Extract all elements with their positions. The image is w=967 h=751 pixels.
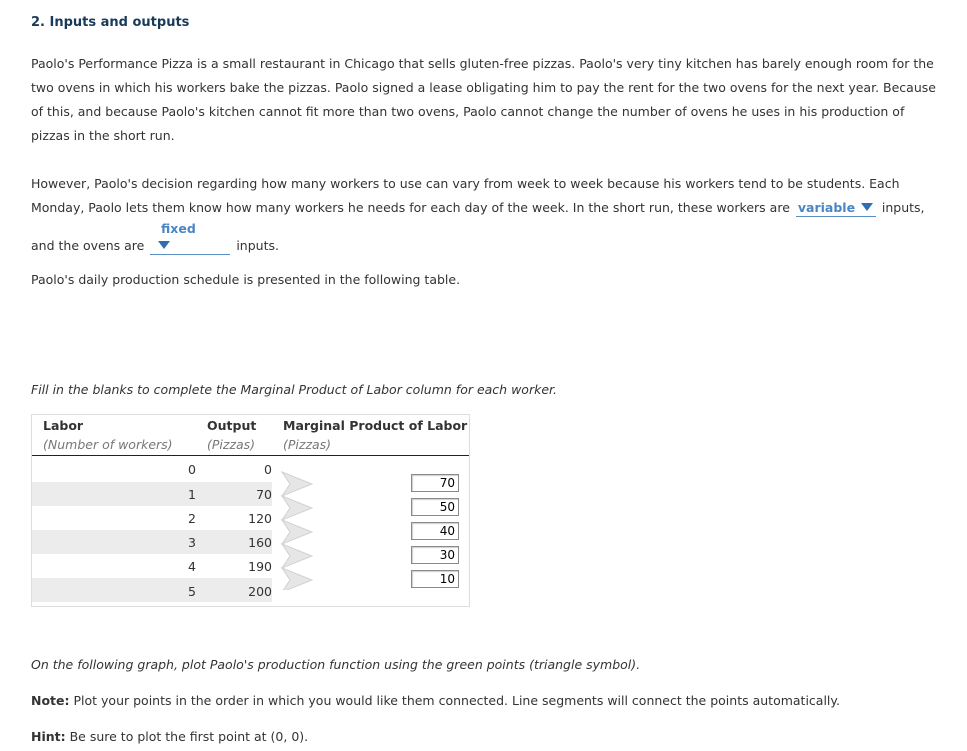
- labor-cell: 0: [188, 462, 196, 477]
- section-heading: 2. Inputs and outputs: [31, 15, 190, 30]
- graph-instruction: On the following graph, plot Paolo's production function using the green points (triangle symbol).: [31, 657, 641, 672]
- dropdown-arrow-icon: [158, 241, 170, 249]
- production-table: [31, 414, 470, 607]
- inputs-text-after: inputs.: [236, 238, 279, 253]
- variable-fixed-dropdown-workers[interactable]: [796, 199, 876, 217]
- col-header-labor: Labor: [43, 418, 84, 433]
- dropdown-value: fixed: [161, 221, 196, 236]
- chevron-right-icon: [282, 520, 312, 544]
- inputs-text-before: However, Paolo's decision regarding how many workers to use can vary from week to week because his workers tend to be students. Each Monday, Paolo lets them know how many workers he needs for each day of the week. In the short run, these workers are: [31, 176, 900, 215]
- table-row: [32, 458, 272, 482]
- dropdown-arrow-icon: [861, 203, 873, 211]
- col-subheader-output: (Pizzas): [207, 437, 256, 452]
- mpl-input-worker-2[interactable]: [411, 498, 459, 516]
- output-cell: 160: [248, 535, 272, 550]
- chevron-right-icon: [282, 496, 312, 520]
- note-label: Note:: [31, 693, 70, 708]
- labor-cell: 2: [188, 511, 196, 526]
- labor-cell: 5: [188, 584, 196, 599]
- mpl-input-worker-1[interactable]: [411, 474, 459, 492]
- output-cell: 70: [256, 487, 272, 502]
- output-cell: 190: [248, 559, 272, 574]
- note-text: Plot your points in the order in which you would like them connected. Line segments will connect the points automatically.: [73, 693, 840, 708]
- header-divider: [32, 455, 469, 456]
- schedule-paragraph: Paolo's daily production schedule is presented in the following table.: [31, 272, 461, 287]
- output-cell: 200: [248, 584, 272, 599]
- col-header-mpl: Marginal Product of Labor: [283, 418, 468, 433]
- variable-fixed-dropdown-ovens[interactable]: [150, 220, 230, 255]
- inputs-paragraph: [31, 172, 946, 258]
- table-instruction: Fill in the blanks to complete the Marginal Product of Labor column for each worker.: [31, 382, 557, 397]
- hint-text: Be sure to plot the first point at (0, 0).: [69, 729, 309, 744]
- labor-cell: 1: [188, 487, 196, 502]
- col-subheader-labor: (Number of workers): [43, 437, 173, 452]
- output-cell: 120: [248, 511, 272, 526]
- intro-paragraph: Paolo's Performance Pizza is a small restaurant in Chicago that sells gluten-free pizzas. Paolo's very tiny kitchen has barely enough room for the two ovens in which his workers bake the pizzas. Paolo signed a lease obligating him to pay the rent for the two ovens for the next year. Because of this, and because Paolo's kitchen cannot fit more than two ovens, Paolo cannot change the number of ovens he uses in his production of pizzas in the short run.: [31, 56, 936, 143]
- labor-cell: 3: [188, 535, 196, 550]
- chevron-right-icon: [282, 544, 312, 568]
- chevron-right-icon: [282, 472, 312, 496]
- labor-cell: 4: [188, 559, 196, 574]
- table-row: [32, 506, 272, 530]
- mpl-input-worker-5[interactable]: [411, 570, 459, 588]
- dropdown-value: variable: [797, 200, 856, 215]
- note: [31, 693, 840, 708]
- mpl-input-worker-4[interactable]: [411, 546, 459, 564]
- table-row: [32, 578, 272, 602]
- table-row: [32, 554, 272, 578]
- row-arrows-icon: [280, 470, 314, 590]
- inputs-text-middle: inputs, and the ovens are: [31, 200, 925, 253]
- col-subheader-mpl: (Pizzas): [283, 437, 332, 452]
- mpl-input-worker-3[interactable]: [411, 522, 459, 540]
- table-row: [32, 530, 272, 554]
- hint: [31, 729, 308, 744]
- output-cell: 0: [264, 462, 272, 477]
- hint-label: Hint:: [31, 729, 66, 744]
- table-row: [32, 482, 272, 506]
- col-header-output: Output: [207, 418, 257, 433]
- chevron-right-icon: [282, 568, 312, 590]
